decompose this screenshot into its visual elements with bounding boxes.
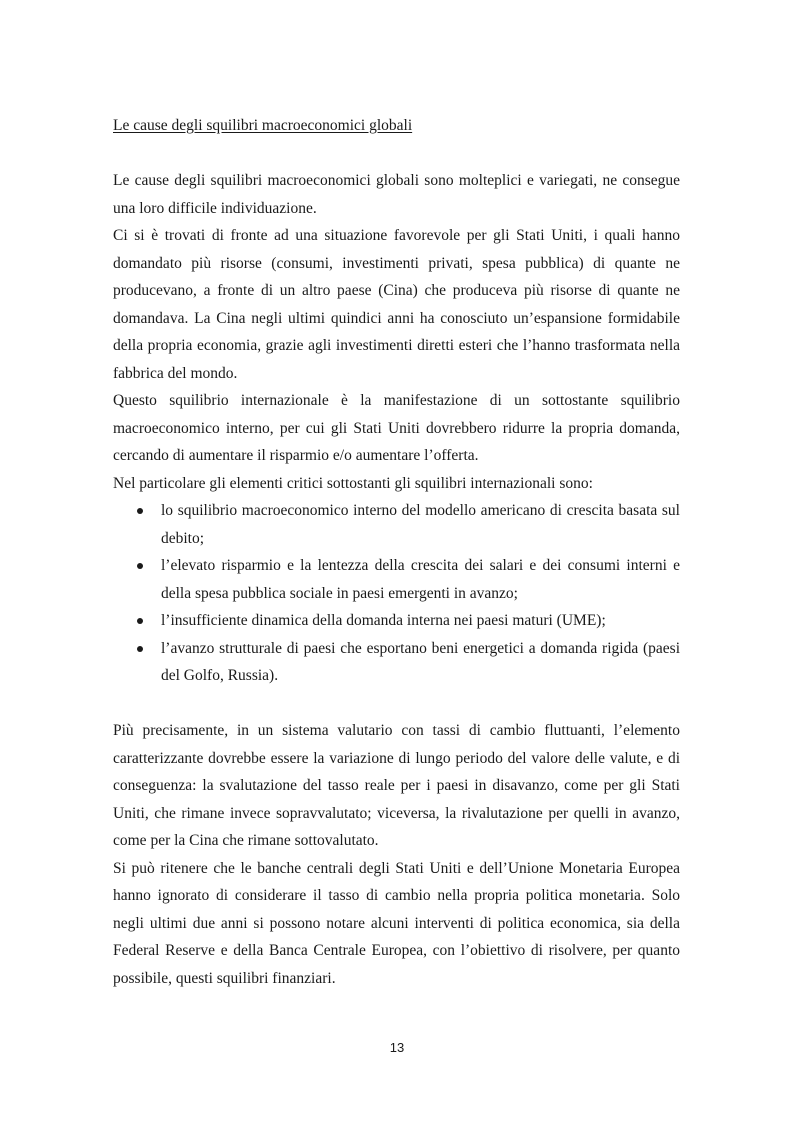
list-item-text: l’avanzo strutturale di paesi che esportano beni energetici a domanda rigida (paesi del Golfo, Russia). [161,639,680,684]
bullet-icon [137,646,143,652]
spacer [113,690,680,718]
paragraph-internal-imbalance: Questo squilibrio internazionale è la manifestazione di un sottostante squilibrio macroeconomico interno, per cui gli Stati Uniti dovrebbero ridurre la propria domanda, cercando di aumentare il risparmio e/o aumentare l’offerta. [113,392,680,464]
paragraph-causes-intro: Le cause degli squilibri macroeconomici globali sono molteplici e variegati, ne consegue una loro difficile individuazione. [113,172,680,217]
paragraph-exchange-rates: Più precisamente, in un sistema valutario con tassi di cambio fluttuanti, l’elemento caratterizzante dovrebbe essere la variazione di lungo periodo del valore delle valute, e di conseguenza: la svalutazione del tasso reale per i paesi in disavanzo, come per gli Stati Uniti, che rimane invece sopravvalutato; viceversa, la rivalutazione per quelli in avanzo, come per la Cina che rimane sottovalutato. [113,722,680,849]
page-number: 13 [389,1040,405,1055]
paragraph-usa-china: Ci si è trovati di fronte ad una situazione favorevole per gli Stati Uniti, i quali hanno domandato più risorse (consumi, investimenti privati, spesa pubblica) di quante ne producevano, a fronte di un altro paese (Cina) che produceva più risorse di quante ne domandava. La Cina negli ultimi quindici anni ha conosciuto un’espansione formidabile della propria economia, grazie agli investimenti diretti esteri che l’hanno trasformata nella fabbrica del mondo. [113,227,680,382]
list-item [113,635,680,690]
list-item [113,607,680,635]
section-heading: Le cause degli squilibri macroeconomici globali [113,117,413,134]
bullet-icon [137,563,143,569]
paragraph-central-banks: Si può ritenere che le banche centrali degli Stati Uniti e dell’Unione Monetaria Europea hanno ignorato di considerare il tasso di cambio nella propria politica monetaria. Solo negli ultimi due anni si possono notare alcuni interventi di politica economica, sia della Federal Reserve e della Banca Centrale Europea, con l’obiettivo di risolvere, per quanto possibile, questi squilibri finanziari. [113,859,680,987]
list-item [113,552,680,607]
paragraph-critical-elements: Nel particolare gli elementi critici sottostanti gli squilibri internazionali sono: [113,474,593,492]
spacer [113,140,680,168]
list-item [113,497,680,552]
list-item-text: l’insufficiente dinamica della domanda interna nei paesi maturi (UME); [161,612,606,629]
list-item-text: lo squilibrio macroeconomico interno del modello americano di crescita basata sul debito; [161,502,680,547]
bullet-icon [137,508,143,514]
bullet-icon [137,618,143,624]
list-item-text: l’elevato risparmio e la lentezza della crescita dei salari e dei consumi interni e della spesa pubblica sociale in paesi emergenti in avanzo; [161,557,680,602]
document-page [113,112,680,992]
critical-elements-list [113,497,680,690]
